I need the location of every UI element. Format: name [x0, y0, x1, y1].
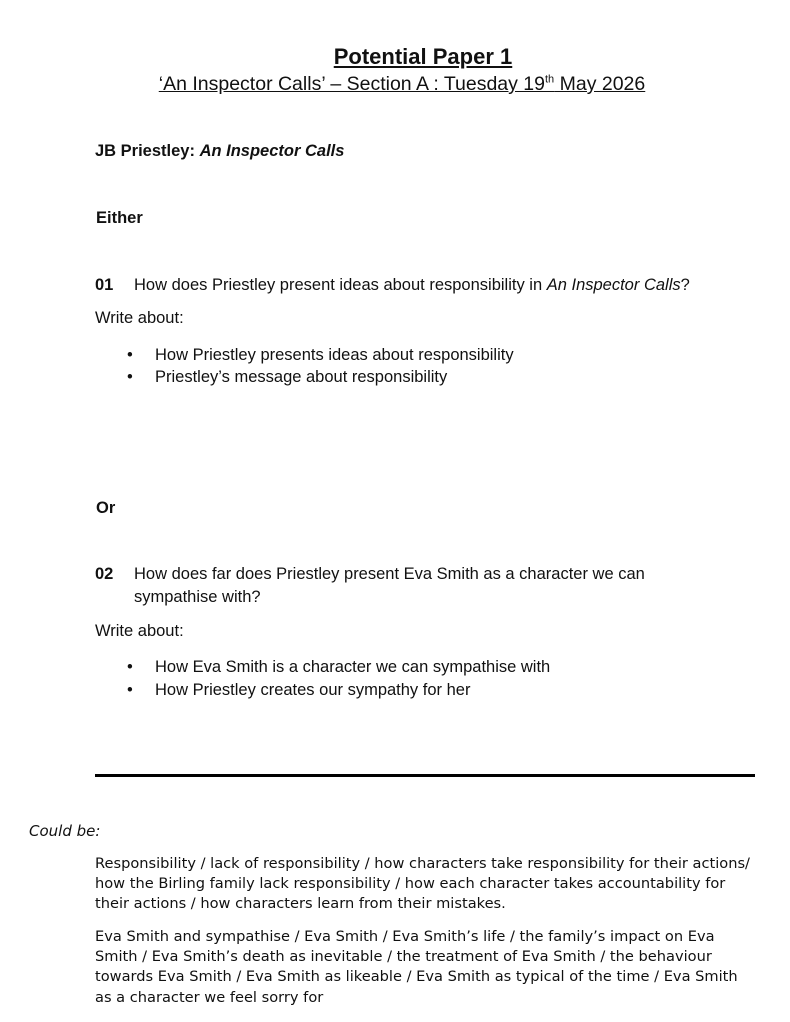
could-be-paragraph-2: Eva Smith and sympathise / Eva Smith / Eva Smith’s life / the family’s impact on Eva Smith / Eva Smith’s death as inevitable / the treatment of Eva Smith / the behaviour towards Eva Smith / Eva Smith as likeable / Eva Smith as typical of the time / Eva Smith as a character we feel sorry for — [95, 928, 738, 1006]
bullet-dot: • — [127, 681, 133, 699]
or-label: Or — [96, 499, 116, 517]
page-title: Potential Paper 1 — [333, 44, 513, 69]
could-be-paragraph-1: Responsibility / lack of responsibility / how characters take responsibility for their actions/ how the Birling family lack responsibility / how each character takes accountability for their actions / how characters learn from their mistakes. — [95, 855, 750, 913]
section-divider — [95, 774, 755, 777]
question-2 — [95, 565, 645, 584]
text-heading — [95, 142, 344, 161]
bullet-dot: • — [127, 346, 133, 364]
question-1-end: ? — [680, 276, 690, 294]
question-2-bullet: How Eva Smith is a character we can sympathise with — [155, 658, 551, 676]
subtitle-main: ‘An Inspector Calls’ – Section A : Tuesday 19 — [158, 73, 545, 95]
question-2-write-about: Write about: — [95, 622, 184, 640]
question-1-work: An Inspector Calls — [546, 276, 681, 294]
bullet-dot: • — [127, 368, 133, 386]
text-work-title: An Inspector Calls — [199, 142, 345, 160]
bullet-dot: • — [127, 658, 133, 676]
question-1-bullet: Priestley’s message about responsibility — [155, 368, 448, 386]
could-be-label: Could be: — [29, 822, 101, 840]
question-1 — [95, 276, 690, 295]
text-author: JB Priestley: — [95, 142, 200, 160]
question-1-text: How does Priestley present ideas about responsibility in — [134, 276, 547, 294]
question-2-text-line1: How does far does Priestley present Eva Smith as a character we can — [134, 565, 645, 583]
subtitle-superscript: th — [545, 73, 555, 86]
page-subtitle — [0, 73, 790, 96]
question-1-number: 01 — [95, 276, 114, 294]
subtitle-end: May 2026 — [554, 73, 646, 95]
question-2-bullet: How Priestley creates our sympathy for her — [155, 681, 471, 699]
question-2-number: 02 — [95, 565, 114, 583]
question-1-write-about: Write about: — [95, 309, 184, 327]
either-label: Either — [96, 209, 143, 227]
question-1-bullet: How Priestley presents ideas about responsibility — [155, 346, 514, 364]
question-2-text-line2: sympathise with? — [134, 588, 261, 606]
